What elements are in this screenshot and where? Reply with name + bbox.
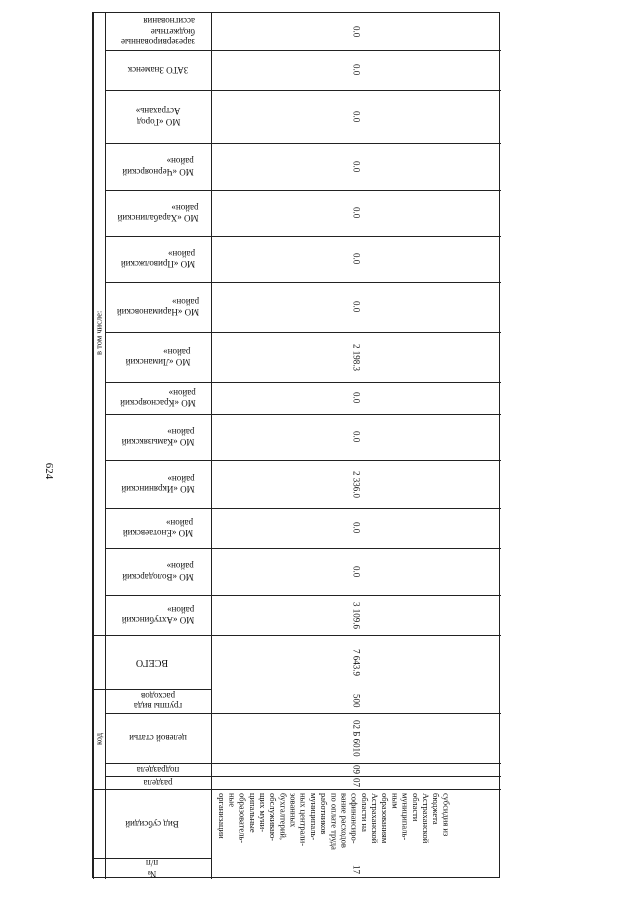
- recipient-value: 0.0: [351, 301, 362, 313]
- recipient-name: МО «Ахтубинский район»: [121, 605, 195, 626]
- subsidy-table: [92, 12, 500, 878]
- subsection-header: подраздела: [136, 764, 180, 775]
- expense-group-value: 500: [351, 694, 362, 708]
- recipient-name: МО «Камызякский район»: [121, 427, 195, 448]
- expense-group-header: группы вида расходов: [133, 691, 183, 712]
- row-number: 17: [351, 864, 362, 874]
- recipient-value: 0.0: [351, 25, 362, 38]
- recipient-name: МО «Приволжский район»: [120, 249, 196, 270]
- recipient-value: 0.0: [351, 160, 362, 173]
- recipient-name: МО «Город Астрахань»: [135, 106, 181, 127]
- recipient-name: МО «Черноярский район»: [122, 156, 194, 177]
- recipient-value: 0.0: [351, 64, 362, 76]
- subsection-value: 09: [351, 765, 362, 774]
- recipient-value: 0.0: [351, 522, 362, 534]
- code-group-label: код: [93, 732, 104, 746]
- recipient-value: 0.0: [351, 253, 362, 265]
- row-number-header: № п/п: [145, 858, 159, 879]
- recipient-name: МО «Лиманский район»: [125, 347, 191, 368]
- section-value: 07: [351, 778, 362, 787]
- recipient-value: 0.0: [351, 431, 362, 443]
- recipient-name: МО «Харабалинский район»: [117, 203, 199, 224]
- target-article-value: 02 Б 6010: [351, 719, 362, 757]
- recipient-name: ЗАТО Знаменск: [127, 65, 189, 76]
- recipient-value: 0.0: [351, 392, 362, 404]
- recipient-name: МО «Володарский район»: [122, 561, 194, 582]
- section-header: раздела: [143, 777, 173, 788]
- including-label: в том числе:: [93, 310, 104, 356]
- total-value: 7 643.9: [351, 648, 362, 676]
- recipient-value: 0.0: [351, 110, 362, 123]
- recipient-value: 2 198.3: [351, 343, 362, 371]
- subsidy-type-header: Вид субсидий: [125, 818, 179, 829]
- recipient-name: МО «Красноярский район»: [120, 388, 196, 409]
- recipient-name: зарезервированные бюджетные ассигнования: [120, 16, 196, 48]
- page-number: 624: [43, 462, 55, 480]
- subsidy-description: субсидия из бюджета Астраханской области муниципаль- ным образованиям Астраханской области на софинансиро- вание расходов по оплате труда работников муниципаль- ных централи- зованных бухгалтерий, обслуживаю- щих муни- ципальные образователь- ные организации: [217, 793, 452, 850]
- total-header: ВСЕГО: [135, 656, 169, 668]
- recipient-value: 0.0: [351, 565, 362, 578]
- recipient-name: МО «Наримановский район»: [116, 297, 200, 318]
- recipient-value: 3 109.6: [351, 601, 362, 629]
- recipient-value: 0.0: [351, 207, 362, 219]
- target-article-header: целевой статьи: [129, 733, 187, 744]
- recipient-value: 2 336.0: [351, 470, 362, 498]
- recipient-name: МО «Икрянинский район»: [121, 474, 195, 495]
- recipient-name: МО «Енотаевский район»: [122, 518, 194, 539]
